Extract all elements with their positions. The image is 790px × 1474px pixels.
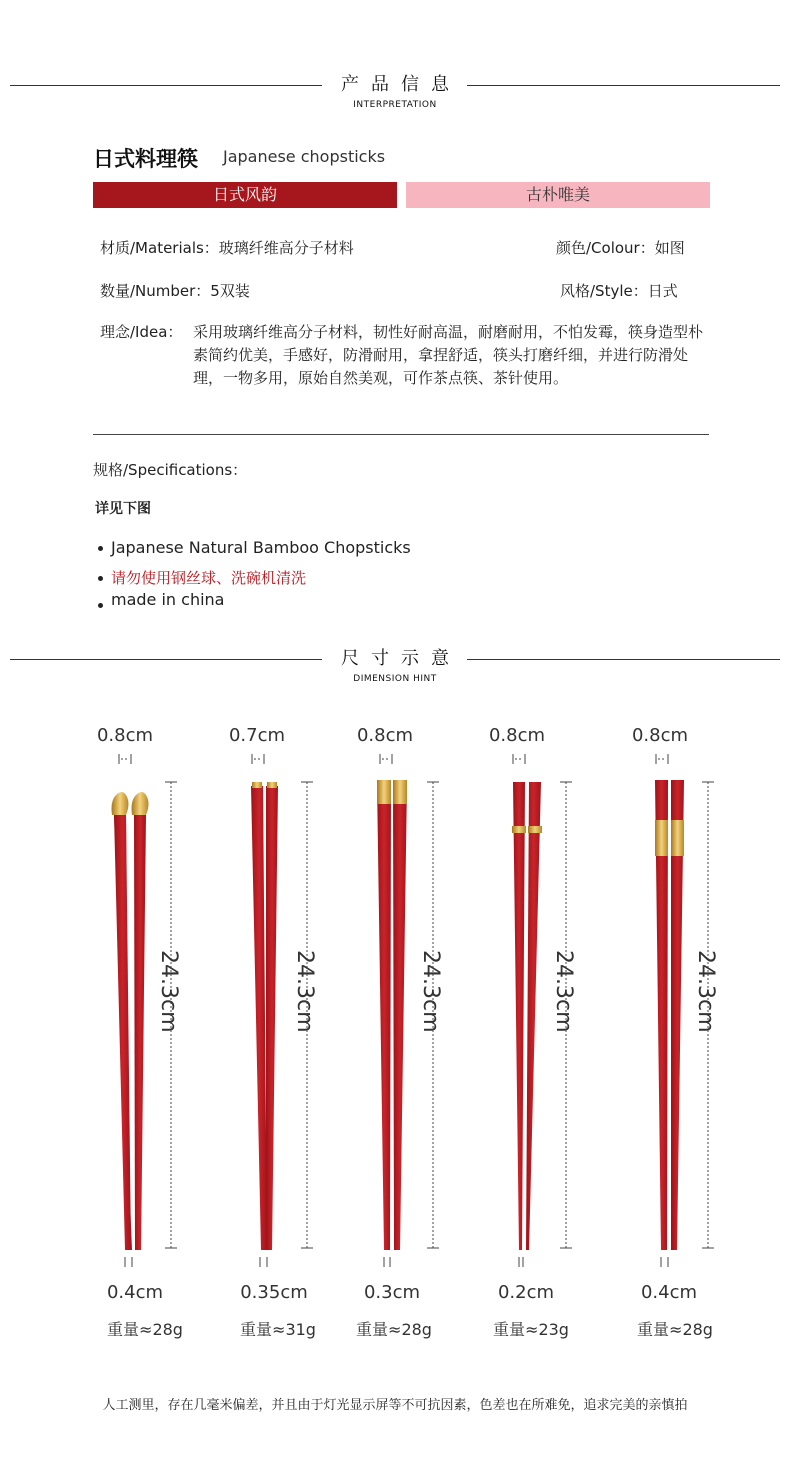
chopstick bbox=[251, 786, 267, 1250]
bottom-width-label: 0.35cm bbox=[240, 1282, 308, 1303]
disclaimer-footer: 人工测里，存在几毫米偏差，并且由于灯光显示屏等不可抗因素，色差也在所难免，追求完美的亲慎拍 bbox=[102, 1398, 688, 1413]
section-title: 产品信息 bbox=[341, 74, 461, 95]
dimension-markers bbox=[119, 754, 714, 1267]
length-label: 24.3cm bbox=[292, 950, 317, 1033]
section-subtitle: DIMENSION HINT bbox=[353, 674, 437, 684]
chopstick-pair-3 bbox=[377, 780, 407, 1250]
content-divider bbox=[93, 434, 709, 435]
specifications-detail: 详见下图 bbox=[95, 501, 151, 517]
chopstick-pair-2 bbox=[251, 782, 278, 1250]
chopstick bbox=[393, 782, 407, 1250]
chopstick-pair-1 bbox=[112, 792, 149, 1250]
gold-ring bbox=[528, 826, 542, 833]
gold-band bbox=[655, 820, 668, 856]
materials-text: 材质/Materials：玻璃纤维高分子材料 bbox=[100, 239, 354, 257]
product-title: 日式料理筷 bbox=[93, 147, 198, 171]
gold-band-top bbox=[377, 780, 391, 804]
gold-cap bbox=[267, 782, 277, 788]
top-width-label: 0.8cm bbox=[631, 725, 689, 746]
length-label-3-wrap bbox=[418, 950, 478, 1033]
chopstick bbox=[513, 782, 525, 1250]
bottom-width-label: 0.4cm bbox=[640, 1282, 698, 1303]
gold-crown-tip bbox=[132, 792, 149, 815]
weight-label: 重量≈23g bbox=[493, 1320, 569, 1339]
bottom-width-label: 0.4cm bbox=[106, 1282, 164, 1303]
divider-right bbox=[467, 659, 780, 660]
tag-rustic-beauty: 古朴唯美 bbox=[406, 182, 710, 208]
bullet-dot-icon bbox=[98, 603, 103, 608]
tag-japanese-charm: 日式风韵 bbox=[93, 182, 397, 208]
weight-label: 重量≈31g bbox=[240, 1320, 316, 1339]
product-title-en: Japanese chopsticks bbox=[223, 147, 386, 166]
chopstick bbox=[526, 782, 541, 1250]
top-width-label: 0.8cm bbox=[96, 725, 154, 746]
length-label: 24.3cm bbox=[418, 950, 443, 1033]
chopsticks-illustration bbox=[0, 720, 790, 1280]
section-header-dimension bbox=[0, 649, 790, 709]
chopstick bbox=[134, 815, 146, 1250]
colour-text: 颜色/Colour：如图 bbox=[556, 239, 685, 257]
chopstick-pair-5 bbox=[655, 780, 684, 1250]
specifications-label: 规格/Specifications： bbox=[93, 461, 248, 479]
length-label-2-wrap bbox=[292, 950, 352, 1033]
section-title: 尺寸示意 bbox=[341, 648, 461, 669]
bullet-text: 请勿使用钢丝球、洗碗机清洗 bbox=[111, 569, 307, 587]
top-width-label: 0.8cm bbox=[488, 725, 546, 746]
length-label: 24.3cm bbox=[693, 950, 718, 1033]
length-label-4-wrap bbox=[551, 950, 611, 1033]
chopstick bbox=[377, 782, 391, 1250]
bottom-width-label: 0.2cm bbox=[497, 1282, 555, 1303]
chopstick bbox=[114, 815, 131, 1250]
bullet-dot-icon bbox=[98, 576, 103, 581]
section-subtitle: INTERPRETATION bbox=[353, 100, 437, 110]
section-header-product-info bbox=[0, 75, 790, 135]
bullet-item-warning bbox=[98, 567, 306, 588]
length-label-1-wrap bbox=[156, 950, 216, 1033]
gold-band bbox=[671, 820, 684, 856]
gold-cap bbox=[252, 782, 262, 788]
gold-crown-tip bbox=[112, 792, 129, 815]
weight-label: 重量≈28g bbox=[637, 1320, 713, 1339]
style-text: 风格/Style：日式 bbox=[560, 282, 678, 300]
weight-label: 重量≈28g bbox=[107, 1320, 183, 1339]
chopstick bbox=[266, 786, 278, 1250]
divider-right bbox=[467, 85, 780, 86]
bullet-text: Japanese Natural Bamboo Chopsticks bbox=[111, 538, 411, 557]
gold-band-top bbox=[393, 780, 407, 804]
bullet-dot-icon bbox=[98, 546, 103, 551]
bullet-item bbox=[98, 538, 411, 557]
bullet-item bbox=[98, 590, 224, 609]
idea-label: 理念/Idea： bbox=[100, 323, 183, 341]
weight-label: 重量≈28g bbox=[356, 1320, 432, 1339]
bullet-text: made in china bbox=[111, 590, 225, 609]
gold-ring bbox=[512, 826, 526, 833]
length-label: 24.3cm bbox=[156, 950, 181, 1033]
length-label: 24.3cm bbox=[551, 950, 576, 1033]
top-width-label: 0.8cm bbox=[356, 725, 414, 746]
length-label-5-wrap bbox=[693, 950, 753, 1033]
chopstick-pair-4 bbox=[512, 782, 542, 1250]
idea-text: 采用玻璃纤维高分子材料，韧性好耐高温，耐磨耐用，不怕发霉，筷身造型朴素简约优美，手感好，防滑耐用，拿捏舒适，筷头打磨纤细，并进行防滑处理，一物多用，原始自然美观，可作茶点筷、茶针使用。 bbox=[193, 323, 704, 387]
top-width-label: 0.7cm bbox=[228, 725, 286, 746]
bottom-width-label: 0.3cm bbox=[363, 1282, 421, 1303]
number-text: 数量/Number：5双装 bbox=[100, 282, 250, 300]
